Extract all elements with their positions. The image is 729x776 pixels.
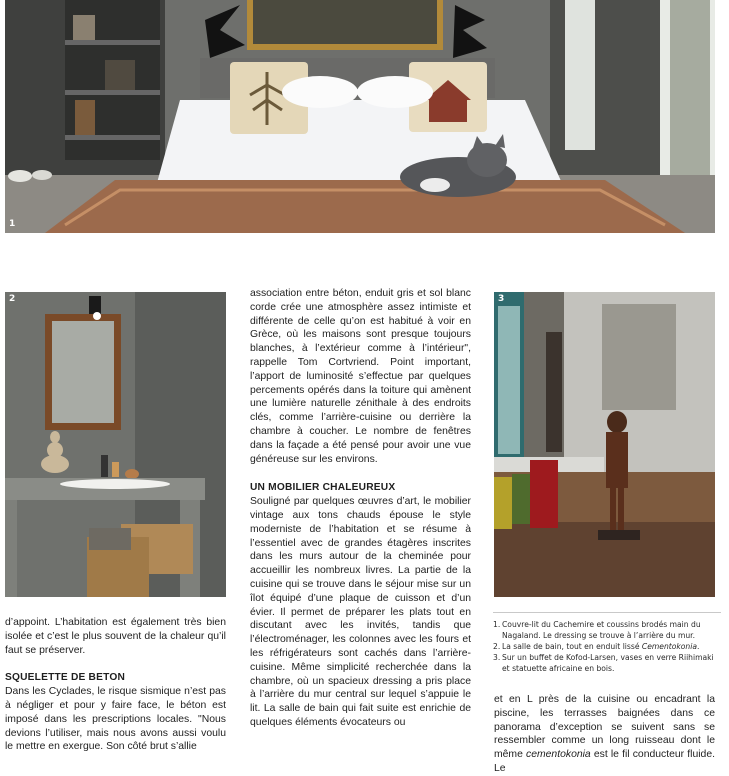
bedroom-photo <box>5 0 715 233</box>
section-heading-squelette: SQUELETTE DE BETON <box>5 672 126 684</box>
figure-number-2: 2 <box>9 294 16 304</box>
living-room-photo <box>494 292 715 597</box>
caption-number: 3. <box>493 653 501 662</box>
figure-number-1: 1 <box>9 219 16 229</box>
caption-text <box>502 641 699 652</box>
column-left-intro: d’appoint. L’habitation est également très bien isolée et c’est le plus souvent de la chaleur qu’il faut se préserver. <box>5 617 226 656</box>
section-heading-mobilier: UN MOBILIER CHALEUREUX <box>250 482 396 494</box>
caption-item <box>493 652 721 674</box>
column-left <box>5 616 226 754</box>
bedroom-illustration <box>5 0 715 233</box>
column-left-body: Dans les Cyclades, le risque sismique n’est pas à négliger et pour y faire face, le béton est imposé dans les prescriptions locales. "Nous devions l’utiliser, mais nous avons aussi voulu le mettre en exergue. Son côté brut s’allie <box>5 686 226 753</box>
column-right-italic: cementokonia <box>526 749 591 761</box>
column-middle <box>250 287 471 730</box>
caption-divider <box>493 612 721 613</box>
caption-text-italic: Cementokonia <box>641 642 698 651</box>
caption-text-part: La salle de bain, tout en enduit lissé <box>502 642 642 651</box>
column-right-paragraph <box>494 693 715 776</box>
bathroom-illustration <box>5 292 226 597</box>
caption-text: Couvre-lit du Cachemire et coussins brodés main du Nagaland. Le dressing se trouve à l’arrière du mur. <box>502 620 701 640</box>
caption-number: 1. <box>493 620 501 629</box>
bathroom-photo <box>5 292 226 597</box>
caption-text-part: . <box>697 642 700 651</box>
column-middle-paragraph-1: association entre béton, enduit gris et sol blanc corde crée une atmosphère assez intimiste et différente de celle qu’on est habitué à voir en Grèce, où les maisons sont presque toujours blanches, à l’extérieur comme à l’intérieur", rappelle Tom Cortvriend. Point important, l’apport de luminosité s’effectue par quelques percements opérés dans la toiture qui amènent une lumière naturelle zénithale à des endroits clés, comme l’arrière-cuisine ou derrière la chambre à coucher. Le nombre de fenêtres dans la façade a été pensé pour avoir une vue généreuse sur les environs. <box>250 288 471 465</box>
living-room-illustration <box>494 292 715 597</box>
caption-item <box>493 619 721 641</box>
figure-number-3: 3 <box>498 294 505 304</box>
caption-item <box>493 641 721 652</box>
column-right-text-end: est le fil conducteur fluide. Le <box>494 749 715 774</box>
caption-number: 2. <box>493 642 501 651</box>
column-right <box>494 693 715 776</box>
photo-captions <box>493 619 721 674</box>
caption-text: Sur un buffet de Kofod-Larsen, vases en verre Riihimaki et statuette africaine en bois. <box>502 653 714 673</box>
column-middle-paragraph-2: Souligné par quelques œuvres d’art, le mobilier vintage aux tons chauds épouse le style moderniste de l’habitation et se résume à l’essentiel avec de grandes étagères inscrites dans les murs autour de la cheminée pour accueillir les nombreux livres. La partie de la cuisine qui se trouve dans le séjour mise sur un îlot équipé d’une plaque de cuisson et d’un évier. Il permet de préparer les plats tout en discutant avec les invités, tandis que l’électroménager, les colonnes avec les fours et les réfrigérateurs sont cachés dans l’arrière-cuisine. Même simplicité recherchée dans la chambre, où un spacieux dressing a pris place à l’arrière du mur central sur lequel s’appuie le lit. La salle de bain qui fait suite est enrichie de quelques éléments évocateurs ou <box>250 496 471 728</box>
column-right-text: et en L près de la cuisine ou encadrant la piscine, les terrasses baignées dans ce panorama d’exception se suivent sans se ressembler comme un long ruisseau dont le même <box>494 694 715 761</box>
